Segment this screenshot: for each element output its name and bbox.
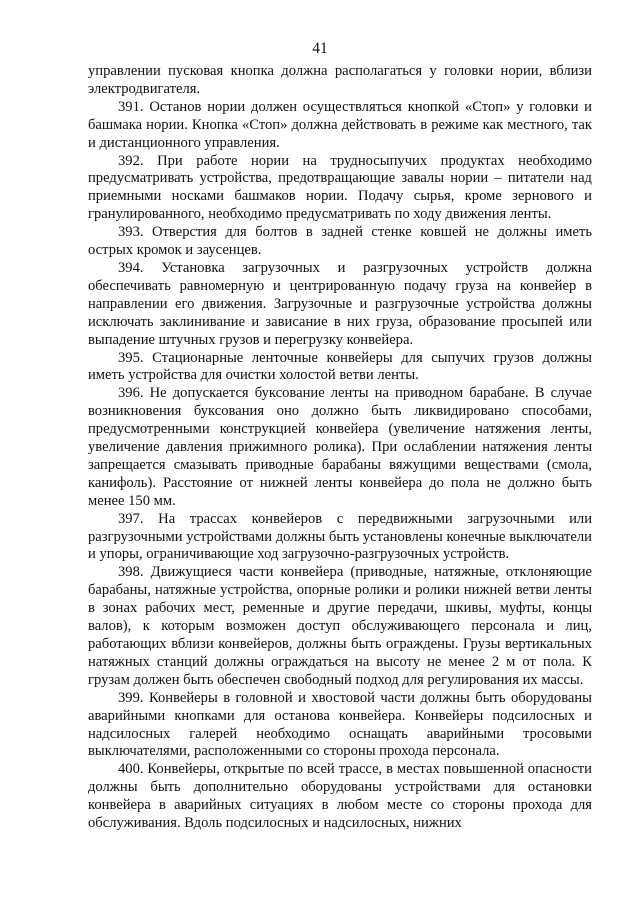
paragraph-399: 399. Конвейеры в головной и хвостовой части должны быть оборудованы аварийными кнопками для останова конвейера. Конвейеры подсилосных и надсилосных галерей необходимо оснащать аварийными тросовыми выключателями, расположенными со стороны прохода персонала. xyxy=(88,689,592,760)
paragraph-398: 398. Движущиеся части конвейера (приводные, натяжные, отклоняющие барабаны, натяжные устройства, опорные ролики и ролики нижней ветви ленты в зонах рабочих мест, ременные и другие передачи, шкивы, муфты, концы валов), к которым возможен доступ обслуживающего персонала и лиц, работающих вблизи конвейеров, должны быть ограждены. Грузы вертикальных натяжных станций должны ограждаться на высоту не менее 2 м от пола. К грузам должен быть обеспечен свободный подход для регулирования их массы. xyxy=(88,564,592,688)
document-body xyxy=(88,63,592,833)
paragraph-continuation: управлении пусковая кнопка должна располагаться у головки нории, вблизи электродвигателя. xyxy=(88,63,592,97)
page-number: 41 xyxy=(312,40,328,57)
paragraph-400: 400. Конвейеры, открытые по всей трассе, в местах повышенной опасности должны быть дополнительно оборудованы устройствами для остановки конвейера в аварийных ситуациях в любом месте со стороны прохода для обслуживания. Вдоль подсилосных и надсилосных, нижних xyxy=(88,761,592,832)
paragraph-394: 394. Установка загрузочных и разгрузочных устройств должна обеспечивать равномерную и центрированную подачу груза на конвейер в направлении его движения. Загрузочные и разгрузочные устройства должны исключать заклинивание и зависание в них груза, образование просыпей или выпадение штучных грузов и перегрузку конвейера. xyxy=(88,259,592,348)
paragraph-391: 391. Останов нории должен осуществляться кнопкой «Стоп» у головки и башмака нории. Кнопка «Стоп» должна действовать в режиме как местного, так и дистанционного управления. xyxy=(88,98,592,151)
paragraph-392: 392. При работе нории на трудносыпучих продуктах необходимо предусматривать устройства, предотвращающие завалы нории – питатели над приемными носками башмаков нории. Подачу сырья, кроме зернового и гранулированного, необходимо предусматривать по ходу движения ленты. xyxy=(88,152,592,223)
paragraph-393: 393. Отверстия для болтов в задней стенке ковшей не должны иметь острых кромок и заусенцев. xyxy=(88,224,592,259)
paragraph-395: 395. Стационарные ленточные конвейеры для сыпучих грузов должны иметь устройства для очистки холостой ветви ленты. xyxy=(88,349,592,384)
paragraph-396: 396. Не допускается буксование ленты на приводном барабане. В случае возникновения буксования оно должно быть ликвидировано способами, предусмотренными конструкцией конвейера (увеличение натяжения ленты, увеличение давления прижимного ролика). При ослаблении натяжения ленты запрещается смазывать приводные барабаны вяжущими веществами (смола, канифоль). Расстояние от нижней ленты конвейера до пола не должно быть менее 150 мм. xyxy=(88,385,592,509)
paragraph-397: 397. На трассах конвейеров с передвижными загрузочными или разгрузочными устройствами должны быть установлены конечные выключатели и упоры, ограничивающие ход загрузочно-разгрузочных устройств. xyxy=(88,510,592,563)
